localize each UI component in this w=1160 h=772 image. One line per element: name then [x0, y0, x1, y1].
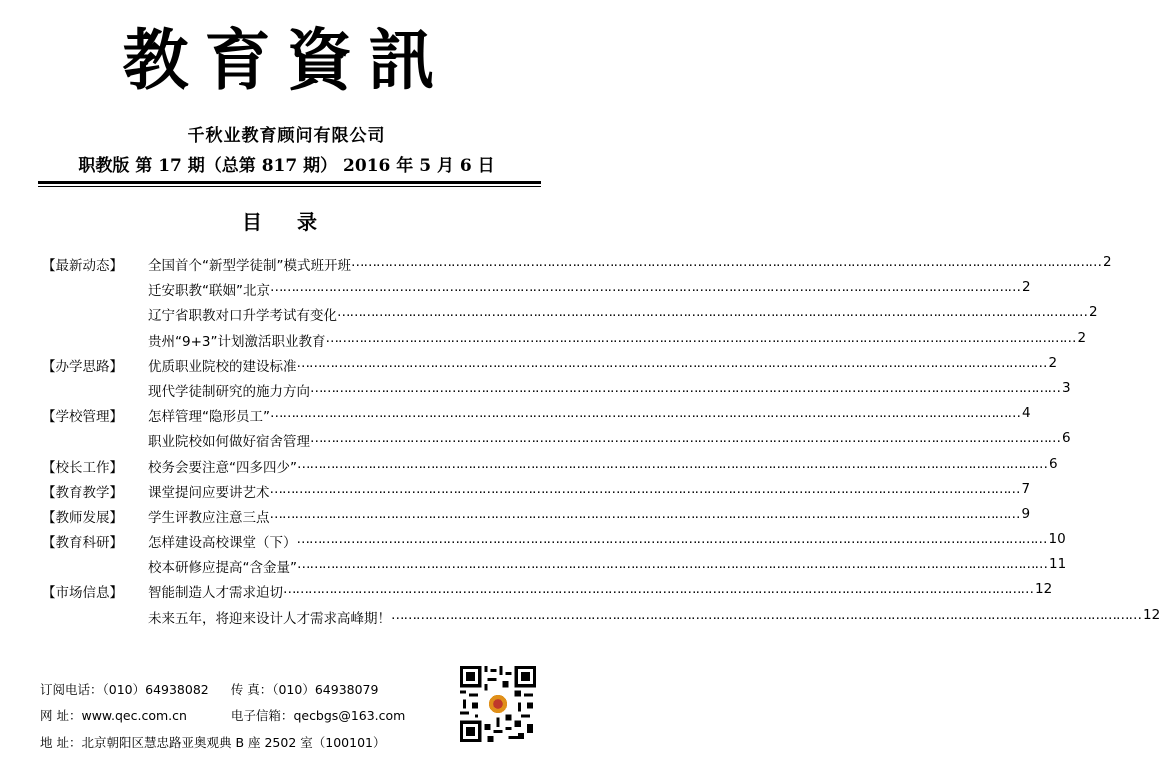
toc-entry-title[interactable]: 怎样管理“隐形员工”: [148, 409, 270, 426]
toc-page-number: 2: [1022, 279, 1031, 296]
footer-web-line: [40, 706, 405, 724]
toc-row[interactable]: [42, 505, 1031, 531]
toc-title: 目 录: [242, 210, 331, 234]
toc-category: 【学校管理】: [42, 409, 123, 426]
footer-address-line: [40, 733, 385, 751]
toc-page-number: 12: [1143, 606, 1160, 623]
toc-entry[interactable]: [148, 480, 1031, 501]
toc-row[interactable]: [42, 405, 1031, 430]
toc-page-number: 4: [1022, 405, 1031, 422]
toc-category: 【教师发展】: [42, 509, 123, 526]
toc-page-number: 3: [1062, 379, 1071, 396]
toc-row[interactable]: [42, 531, 1066, 556]
toc-row[interactable]: [42, 354, 1058, 380]
toc-leader-dots: ………………………………………………………………………………………………………………………………………………………………: [325, 329, 1076, 346]
toc-page-number: 2: [1048, 354, 1058, 371]
toc-page-number: 9: [1021, 505, 1031, 522]
toc-entry-title[interactable]: 贵州“9+3”计划激活职业教育: [148, 333, 326, 350]
address-text: 北京朝阳区慧忠路亚奥观典 B 座 2502 室（100101）: [81, 735, 386, 750]
toc-entry-title[interactable]: 全国首个“新型学徒制”模式班开班: [148, 258, 351, 274]
table-of-contents: [42, 254, 1160, 632]
toc-row[interactable]: [42, 430, 1071, 455]
masthead-title: 教育資訊: [122, 21, 451, 99]
toc-page-number: 2: [1103, 254, 1112, 270]
toc-page-number: 11: [1049, 556, 1067, 573]
toc-row[interactable]: [42, 304, 1098, 329]
toc-entry[interactable]: [148, 329, 1087, 350]
toc-entry[interactable]: [148, 354, 1058, 375]
toc-entry[interactable]: [148, 455, 1058, 476]
toc-leader-dots: ………………………………………………………………………………………………………………………………………………………………: [270, 405, 1020, 422]
toc-leader-dots: ………………………………………………………………………………………………………………………………………………………………: [270, 279, 1020, 296]
issue-line: 职教版 第 17 期（总第 817 期） 2016 年 5 月 6 日: [78, 156, 495, 176]
web-label: 网 址：: [40, 708, 82, 723]
toc-leader-dots: ………………………………………………………………………………………………………………………………………………………………: [269, 505, 1020, 522]
toc-entry[interactable]: [148, 405, 1031, 426]
toc-entry-title[interactable]: 课堂提问应要讲艺术: [148, 484, 270, 501]
toc-entry-title[interactable]: 怎样建设高校课堂（下）: [148, 535, 297, 552]
toc-row[interactable]: [42, 581, 1053, 606]
toc-entry[interactable]: [148, 430, 1071, 451]
footer-phone-line: [40, 680, 378, 698]
toc-row[interactable]: [42, 606, 1160, 632]
toc-row[interactable]: [42, 254, 1112, 279]
toc-entry[interactable]: [148, 304, 1098, 325]
web-address[interactable]: www.qec.com.cn: [81, 708, 187, 723]
toc-page-number: 12: [1035, 581, 1053, 598]
toc-entry-title[interactable]: 迁安职教“联姻”北京: [148, 283, 270, 300]
toc-leader-dots: ………………………………………………………………………………………………………………………………………………………………: [297, 556, 1047, 573]
toc-entry[interactable]: [148, 505, 1031, 526]
toc-row[interactable]: [42, 556, 1067, 581]
toc-entry-title[interactable]: 智能制造人才需求迫切: [148, 585, 283, 602]
toc-category: 【市场信息】: [42, 585, 123, 602]
toc-page-number: 2: [1077, 329, 1087, 346]
toc-entry-title[interactable]: 优质职业院校的建设标准: [148, 358, 297, 375]
phone-number: （010）64938082: [102, 682, 209, 697]
fax-label: 传 真：: [230, 682, 273, 697]
toc-entry[interactable]: [148, 581, 1053, 602]
toc-entry[interactable]: [148, 556, 1067, 577]
toc-row[interactable]: [42, 455, 1058, 481]
toc-row[interactable]: [42, 379, 1071, 405]
header-rule-thin: [38, 186, 541, 187]
toc-entry-title[interactable]: 校务会要注意“四多四少”: [148, 459, 297, 476]
toc-entry[interactable]: [148, 531, 1066, 552]
toc-category: 【教育教学】: [42, 484, 123, 501]
toc-entry-title[interactable]: 职业院校如何做好宿舍管理: [148, 434, 310, 451]
toc-leader-dots: ………………………………………………………………………………………………………………………………………………………………: [297, 455, 1047, 472]
toc-leader-dots: ………………………………………………………………………………………………………………………………………………………………: [296, 354, 1047, 371]
toc-page-number: 6: [1049, 455, 1058, 472]
toc-entry-title[interactable]: 辽宁省职教对口升学考试有变化: [148, 308, 337, 325]
toc-category: 【最新动态】: [42, 258, 123, 274]
toc-category: 【教育科研】: [42, 535, 123, 552]
toc-page-number: 2: [1089, 304, 1098, 321]
toc-leader-dots: ………………………………………………………………………………………………………………………………………………………………: [337, 304, 1087, 321]
email-address[interactable]: qecbgs@163.com: [293, 708, 406, 723]
toc-entry-title[interactable]: 校本研修应提高“含金量”: [148, 560, 297, 577]
toc-leader-dots: ………………………………………………………………………………………………………………………………………………………………: [310, 379, 1060, 396]
phone-label: 订阅电话：: [40, 682, 103, 697]
toc-row[interactable]: [42, 329, 1087, 355]
email-label: 电子信箱：: [230, 708, 294, 723]
toc-entry[interactable]: [148, 379, 1071, 400]
toc-entry-title[interactable]: 现代学徒制研究的施力方向: [148, 383, 310, 400]
toc-page-number: 7: [1021, 480, 1031, 497]
toc-entry[interactable]: [148, 254, 1112, 274]
header-rule-thick: [38, 181, 541, 184]
address-label: 地 址：: [40, 735, 82, 750]
toc-entry[interactable]: [148, 279, 1031, 300]
toc-leader-dots: ………………………………………………………………………………………………………………………………………………………………: [351, 254, 1101, 270]
toc-row[interactable]: [42, 480, 1031, 506]
toc-leader-dots: ………………………………………………………………………………………………………………………………………………………………: [391, 606, 1141, 623]
toc-page-number: 6: [1062, 430, 1071, 447]
toc-category: 【办学思路】: [42, 358, 123, 375]
fax-number: （010）64938079: [272, 682, 379, 697]
toc-category: 【校长工作】: [42, 459, 123, 476]
qr-code-icon: [460, 666, 536, 742]
toc-leader-dots: ………………………………………………………………………………………………………………………………………………………………: [283, 581, 1033, 598]
toc-entry-title[interactable]: 未来五年，将迎来设计人才需求高峰期！: [148, 610, 391, 627]
toc-page-number: 10: [1048, 531, 1066, 548]
toc-leader-dots: ………………………………………………………………………………………………………………………………………………………………: [269, 480, 1020, 497]
toc-entry-title[interactable]: 学生评教应注意三点: [148, 509, 270, 526]
toc-leader-dots: ………………………………………………………………………………………………………………………………………………………………: [296, 531, 1047, 548]
company-name: 千秋业教育顾问有限公司: [187, 126, 386, 146]
toc-leader-dots: ………………………………………………………………………………………………………………………………………………………………: [310, 430, 1060, 447]
toc-entry[interactable]: [148, 606, 1160, 627]
toc-row[interactable]: [42, 279, 1031, 304]
